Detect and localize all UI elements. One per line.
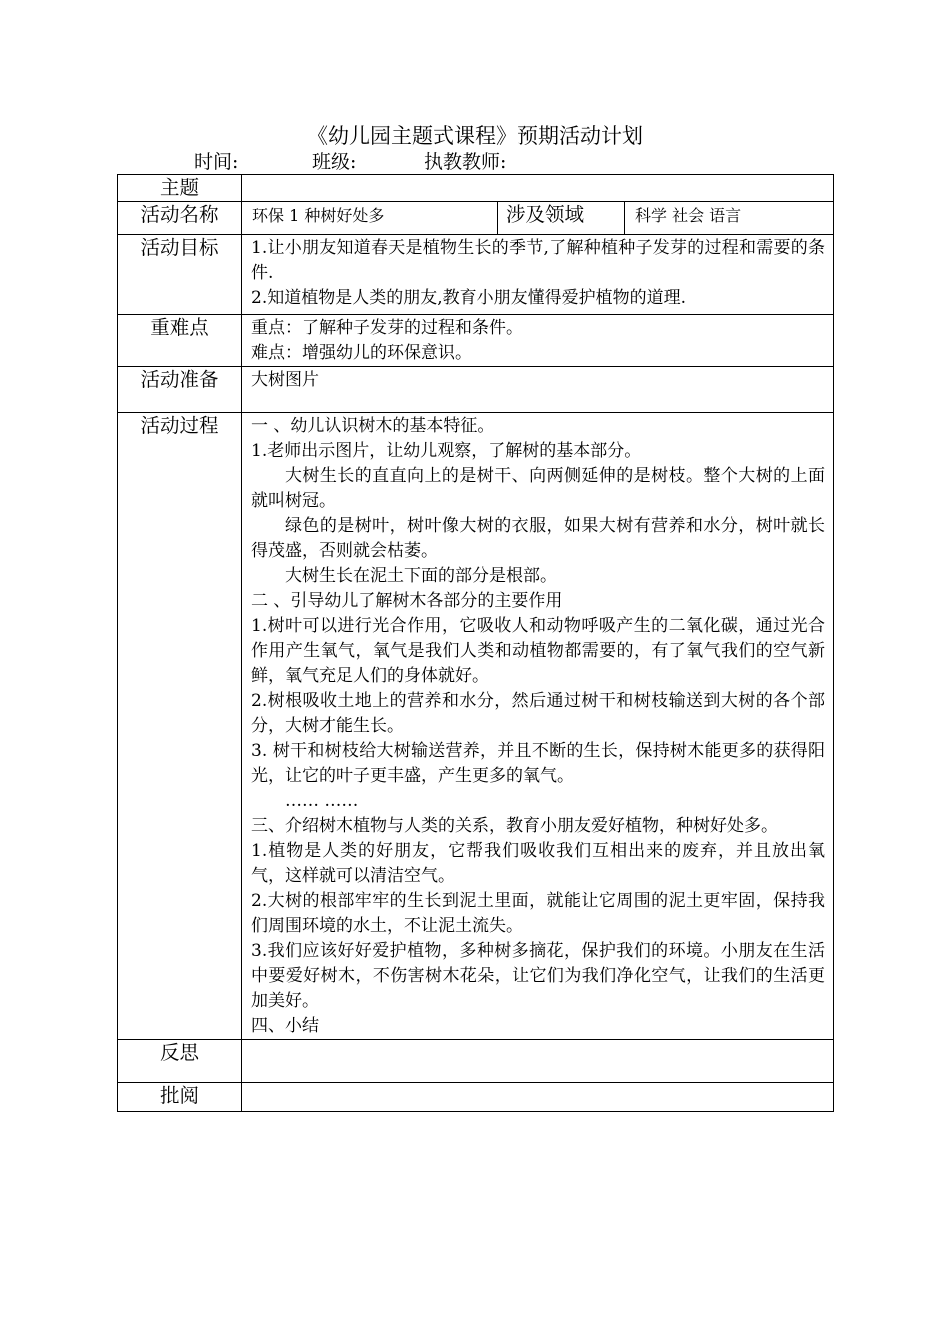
preparation-value: 大树图片 bbox=[242, 367, 834, 413]
process-paragraph: 2.大树的根部牢牢的生长到泥土里面，就能让它周围的泥土更牢固，保持我们周围环境的水土，不让泥土流失。 bbox=[251, 891, 826, 936]
theme-label: 主题 bbox=[118, 175, 242, 202]
domain-label: 涉及领域 bbox=[498, 202, 625, 235]
key-point-item: 重点：了解种子发芽的过程和条件。 bbox=[251, 318, 523, 338]
document-title: 《幼儿园主题式课程》预期活动计划 bbox=[307, 124, 643, 148]
process-paragraph: 大树生长的直直向上的是树干、向两侧延伸的是树枝。整个大树的上面就叫树冠。 bbox=[251, 466, 826, 511]
row-preparation bbox=[118, 367, 834, 413]
row-process bbox=[118, 413, 834, 1040]
activity-name-label: 活动名称 bbox=[118, 202, 242, 235]
process-label: 活动过程 bbox=[118, 413, 242, 1040]
process-paragraph: 3.我们应该好好爱护植物，多种树多摘花，保护我们的环境。小朋友在生活中要爱好树木，不伤害树木花朵，让它们为我们净化空气，让我们的生活更加美好。 bbox=[251, 941, 826, 1011]
process-paragraph: 大树生长在泥土下面的部分是根部。 bbox=[285, 566, 557, 586]
activity-name-value: 环保 1 种树好处多 bbox=[242, 202, 498, 235]
key-points-content bbox=[242, 315, 834, 367]
row-activity-name bbox=[118, 202, 834, 235]
row-key-points bbox=[118, 315, 834, 367]
process-paragraph: 1.树叶可以进行光合作用，它吸收人和动物呼吸产生的二氧化碳，通过光合作用产生氧气，氧气是我们人类和动植物都需要的，有了氧气我们的空气新鲜，氧气充足人们的身体就好。 bbox=[251, 616, 826, 686]
review-value bbox=[242, 1083, 834, 1112]
goal-item: 1.让小朋友知道春天是植物生长的季节,了解种植种子发芽的过程和需要的条件. bbox=[251, 238, 826, 283]
process-ellipsis: …… …… bbox=[285, 791, 359, 811]
process-heading: 一 、幼儿认识树木的基本特征。 bbox=[251, 416, 495, 436]
row-goals bbox=[118, 235, 834, 315]
key-point-item: 难点：增强幼儿的环保意识。 bbox=[251, 343, 472, 363]
preparation-label: 活动准备 bbox=[118, 367, 242, 413]
row-theme bbox=[118, 175, 834, 202]
process-heading: 四、小结 bbox=[251, 1016, 319, 1036]
teacher-label: 执教教师: bbox=[424, 151, 507, 173]
goal-item: 2.知道植物是人类的朋友,教育小朋友懂得爱护植物的道理. bbox=[251, 288, 687, 308]
process-heading: 三、介绍树木植物与人类的关系，教育小朋友爱好植物，种树好处多。 bbox=[251, 816, 778, 836]
theme-value bbox=[242, 175, 834, 202]
reflection-value bbox=[242, 1040, 834, 1083]
review-label: 批阅 bbox=[118, 1083, 242, 1112]
process-paragraph: 2.树根吸收土地上的营养和水分，然后通过树干和树枝输送到大树的各个部分，大树才能生长。 bbox=[251, 691, 826, 736]
domain-value: 科学 社会 语言 bbox=[625, 202, 834, 235]
process-paragraph: 1.老师出示图片，让幼儿观察，了解树的基本部分。 bbox=[251, 441, 642, 461]
time-label: 时间: bbox=[194, 151, 239, 173]
goals-content bbox=[242, 235, 834, 315]
process-heading: 二 、引导幼儿了解树木各部分的主要作用 bbox=[251, 591, 563, 611]
class-label: 班级: bbox=[312, 151, 357, 173]
process-content bbox=[242, 413, 834, 1040]
process-paragraph: 3. 树干和树枝给大树输送营养，并且不断的生长，保持树木能更多的获得阳光，让它的叶子更丰盛，产生更多的氧气。 bbox=[251, 741, 826, 786]
process-paragraph: 绿色的是树叶，树叶像大树的衣服，如果大树有营养和水分，树叶就长得茂盛，否则就会枯萎。 bbox=[251, 516, 826, 561]
process-paragraph: 1.植物是人类的好朋友，它帮我们吸收我们互相出来的废弃，并且放出氧气，这样就可以清洁空气。 bbox=[251, 841, 826, 886]
goals-label: 活动目标 bbox=[118, 235, 242, 315]
row-reflection bbox=[118, 1040, 834, 1083]
reflection-label: 反思 bbox=[118, 1040, 242, 1083]
activity-plan-table bbox=[117, 174, 834, 1112]
key-points-label: 重难点 bbox=[118, 315, 242, 367]
row-review bbox=[118, 1083, 834, 1112]
